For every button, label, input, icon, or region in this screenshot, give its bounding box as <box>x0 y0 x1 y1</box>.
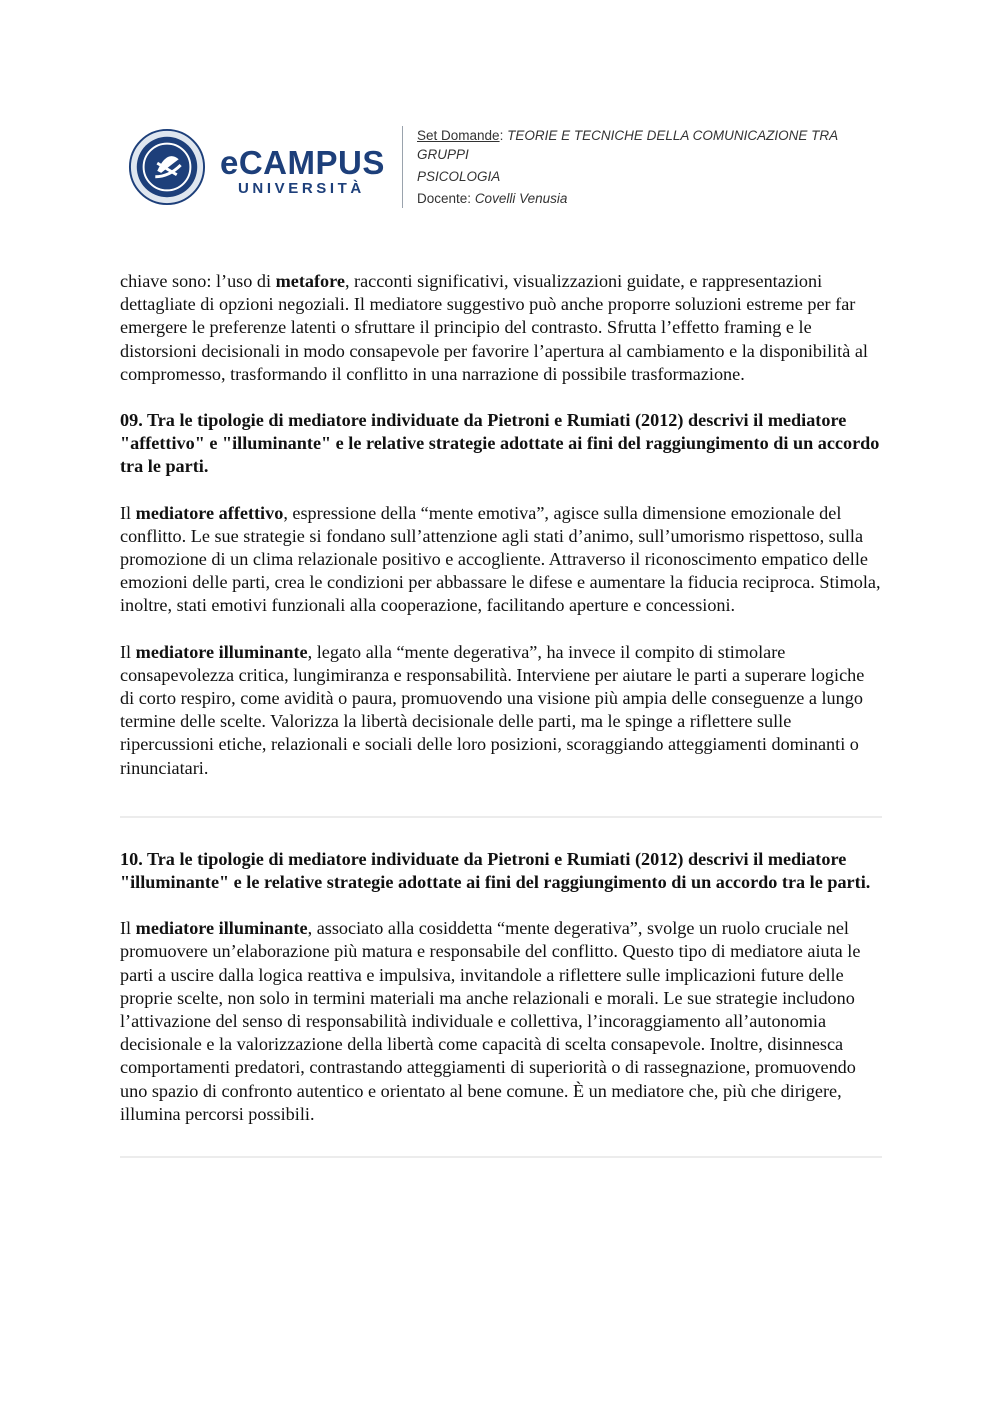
answer-10-paragraph-1 <box>120 917 882 1126</box>
course-name: PSICOLOGIA <box>417 169 501 184</box>
answer-09-p2-bold: mediatore illuminante <box>135 641 308 662</box>
set-label: Set Domande <box>417 128 500 143</box>
page-header <box>120 118 890 218</box>
brand-name: eCAMPUS <box>220 144 385 181</box>
intro-bold-term: metafore <box>275 271 345 291</box>
brand-subtitle: UNIVERSITÀ <box>238 180 365 197</box>
intro-paragraph <box>120 270 882 386</box>
question-09: 09. Tra le tipologie di mediatore individuate da Pietroni e Rumiati (2012) descrivi il mediatore "affettivo" e "illuminante" e le relative strategie adottate ai fini del raggiungimento di un accordo tra le parti. <box>120 410 880 477</box>
set-title-line1: TEORIE E TECNICHE DELLA COMUNICAZIONE TRA <box>507 128 839 143</box>
answer-09-p1-pre: Il <box>120 502 136 523</box>
intro-text-2: , racconti significativi, visualizzazioni guidate, e rappresentazioni dettagliate di opzioni negoziali. Il mediatore suggestivo può anche proporre soluzioni estreme per far emergere le preferenze latenti o sfruttare il principio del contrasto. Sfrutta l’effetto framing e le distorsioni decisionali in modo consapevole per favorire l’apertura al cambiamento e la disponibilità al compromesso, trasformando il conflitto in una narrazione di possibile trasformazione. <box>120 271 868 384</box>
answer-09-paragraph-2 <box>120 641 882 780</box>
question-10: 10. Tra le tipologie di mediatore individuate da Pietroni e Rumiati (2012) descrivi il mediatore "illuminante" e le relative strategie adottate ai fini del raggiungimento di un accordo tra le parti. <box>120 848 871 893</box>
answer-09-p2-pre: Il <box>120 641 136 662</box>
document-body <box>120 270 882 1188</box>
intro-text-1: chiave sono: l’uso di <box>120 271 276 291</box>
header-divider <box>402 126 403 208</box>
answer-09-p2-text: , legato alla “mente degerativa”, ha invece il compito di stimolare consapevolezza critica, lungimiranza e responsabilità. Interviene per aiutare le parti a superare logiche di corto respiro, come avidità o paura, promuovendo una visione più ampia delle conseguenze a lungo termine delle scelte. Valorizza la libertà decisionale delle parti, ma le spinge a riflettere sulle ripercussioni etiche, relazionali e sociali delle loro posizioni, scoraggiando atteggiamenti dominanti o rinunciatari. <box>120 641 865 778</box>
docente-label: Docente: <box>417 191 472 206</box>
docente-name: Covelli Venusia <box>474 191 568 206</box>
answer-09-p1-bold: mediatore affettivo <box>135 502 284 523</box>
university-seal-logo <box>128 128 206 206</box>
answer-10-p1-text: , associato alla cosiddetta “mente degerativa”, svolge un ruolo cruciale nel promuovere un’elaborazione più matura e responsabile del conflitto. Questo tipo di mediatore aiuta le parti a uscire dalla logica reattiva e impulsiva, invitandole a riflettere sulle implicazioni future delle proprie scelte, non solo in termini materiali ma anche relazionali e morali. Le sue strategie includono l’attivazione del senso di responsabilità individuale e collettiva, l’incoraggiamento all’autonomia decisionale e la valorizzazione della libertà come capacità di scelta consapevole. Inoltre, disinnesca comportamenti predatori, contrastando atteggiamenti di superiorità o di rassegnazione, promuovendo uno spazio di confronto autentico e orientato al bene comune. È un mediatore che, più che dirigere, illumina percorsi possibili. <box>120 918 861 1124</box>
set-title-line2: GRUPPI <box>417 147 469 162</box>
brand-wordmark <box>220 146 385 198</box>
set-label-colon: : <box>499 128 504 143</box>
answer-09-paragraph-1 <box>120 502 882 618</box>
answer-09-p1-text: , espressione della “mente emotiva”, agisce sulla dimensione emozionale del conflitto. Le sue strategie si fondano sull’attenzione agli stati d’animo, sull’umorismo rispettoso, sulla promozione di un clima relazionale positivo e accogliente. Attraverso il riconoscimento empatico delle emozioni delle parti, crea le condizioni per abbassare le difese e aumentare la fiducia reciproca. Stimola, inoltre, stati emotivi funzionali alla cooperazione, facilitando aperture e concessioni. <box>120 502 881 616</box>
course-info <box>417 126 887 208</box>
section-separator-end <box>120 1156 882 1158</box>
answer-10-p1-bold: mediatore illuminante <box>135 918 308 939</box>
answer-10-p1-pre: Il <box>120 918 136 939</box>
section-separator <box>120 816 882 818</box>
